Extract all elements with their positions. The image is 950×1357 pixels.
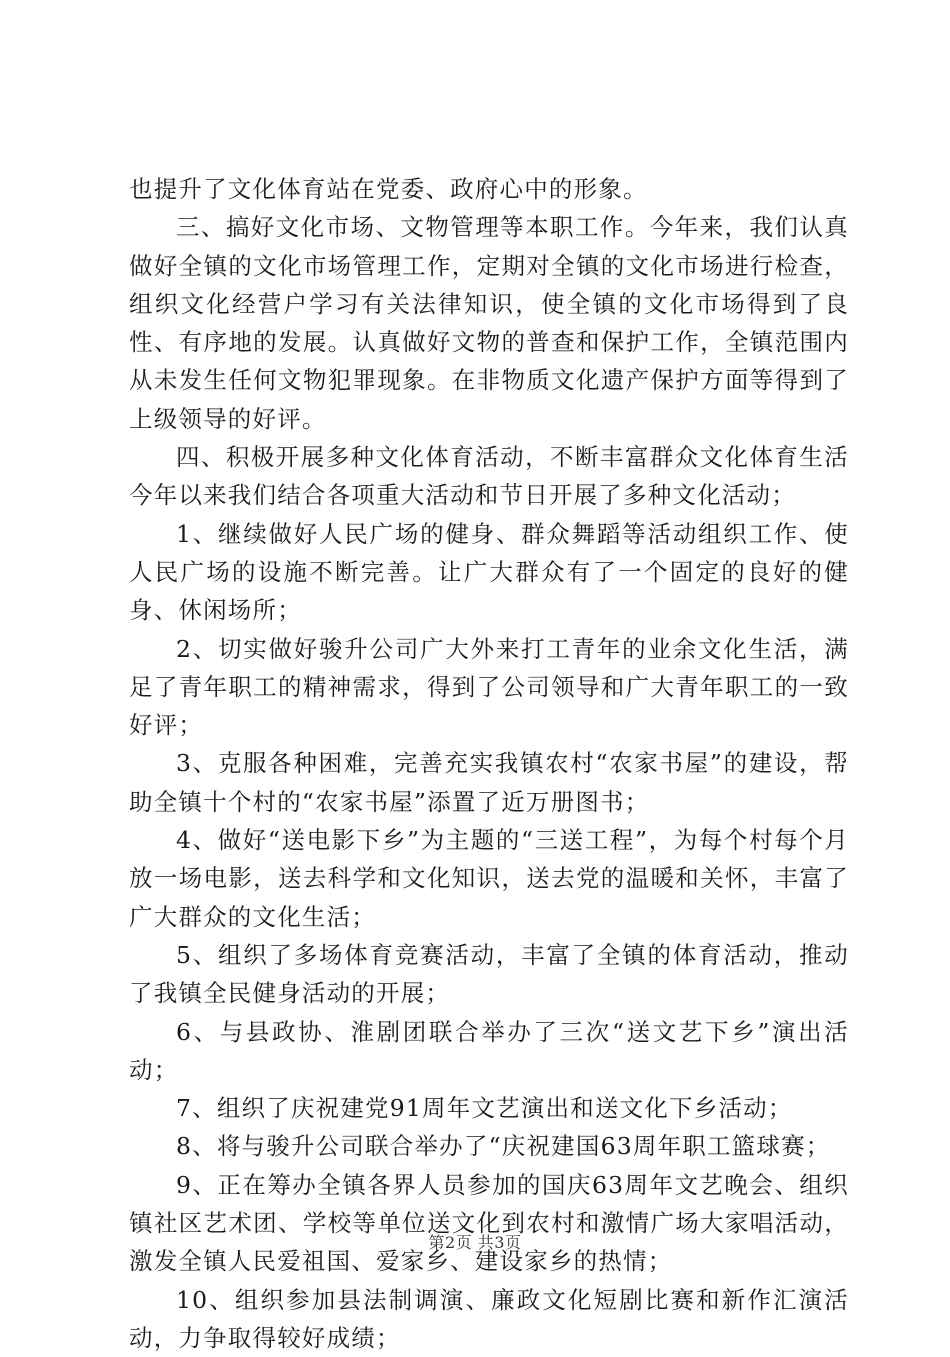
paragraph-8: 5、组织了多场体育竞赛活动，丰富了全镇的体育活动，推动了我镇全民健身活动的开展； <box>129 940 849 1008</box>
paragraph-11: 8、将与骏升公司联合举办了“庆祝建国63周年职工篮球赛； <box>176 1132 831 1161</box>
page-footer: 第2页 共3页 <box>428 1233 522 1252</box>
paragraph-6: 3、克服各种困难，完善充实我镇农村“农家书屋”的建设，帮助全镇十个村的“农家书屋”添置了近万册图书； <box>129 749 849 816</box>
document-body <box>129 170 849 1357</box>
paragraph-5: 2、切实做好骏升公司广大外来打工青年的业余文化生活，满足了青年职工的精神需求，得到了公司领导和广大青年职工的一致好评； <box>129 634 849 740</box>
paragraph-13: 10、组织参加县法制调演、廉政文化短剧比赛和新作汇演活动，力争取得较好成绩； <box>129 1285 849 1352</box>
paragraph-10: 7、组织了庆祝建党91周年文艺演出和送文化下乡活动； <box>176 1094 793 1123</box>
paragraph-1: 也提升了文化体育站在党委、政府心中的形象。 <box>129 175 648 203</box>
paragraph-9: 6、与县政协、淮剧团联合举办了三次“送文艺下乡”演出活动； <box>129 1017 849 1084</box>
paragraph-12: 9、正在筹办全镇各界人员参加的国庆63周年文艺晚会、组织镇社区艺术团、学校等单位送文化到农村和激情广场大家唱活动，激发全镇人民爱祖国、爱家乡、建设家乡的热情； <box>129 1170 849 1276</box>
paragraph-2: 三、搞好文化市场、文物管理等本职工作。今年来，我们认真做好全镇的文化市场管理工作，定期对全镇的文化市场进行检查，组织文化经营户学习有关法律知识，使全镇的文化市场得到了良性、有序地的发展。认真做好文物的普查和保护工作，全镇范围内从未发生任何文物犯罪现象。在非物质文化遗产保护方面等得到了上级领导的好评。 <box>129 213 849 433</box>
paragraph-3: 四、积极开展多种文化体育活动，不断丰富群众文化体育生活今年以来我们结合各项重大活动和节日开展了多种文化活动； <box>129 443 849 510</box>
paragraph-7: 4、做好“送电影下乡”为主题的“三送工程”，为每个村每个月放一场电影，送去科学和文化知识，送去党的温暖和关怀，丰富了广大群众的文化生活； <box>129 826 849 931</box>
paragraph-4: 1、继续做好人民广场的健身、群众舞蹈等活动组织工作、使人民广场的设施不断完善。让广大群众有了一个固定的良好的健身、休闲场所； <box>129 519 849 625</box>
